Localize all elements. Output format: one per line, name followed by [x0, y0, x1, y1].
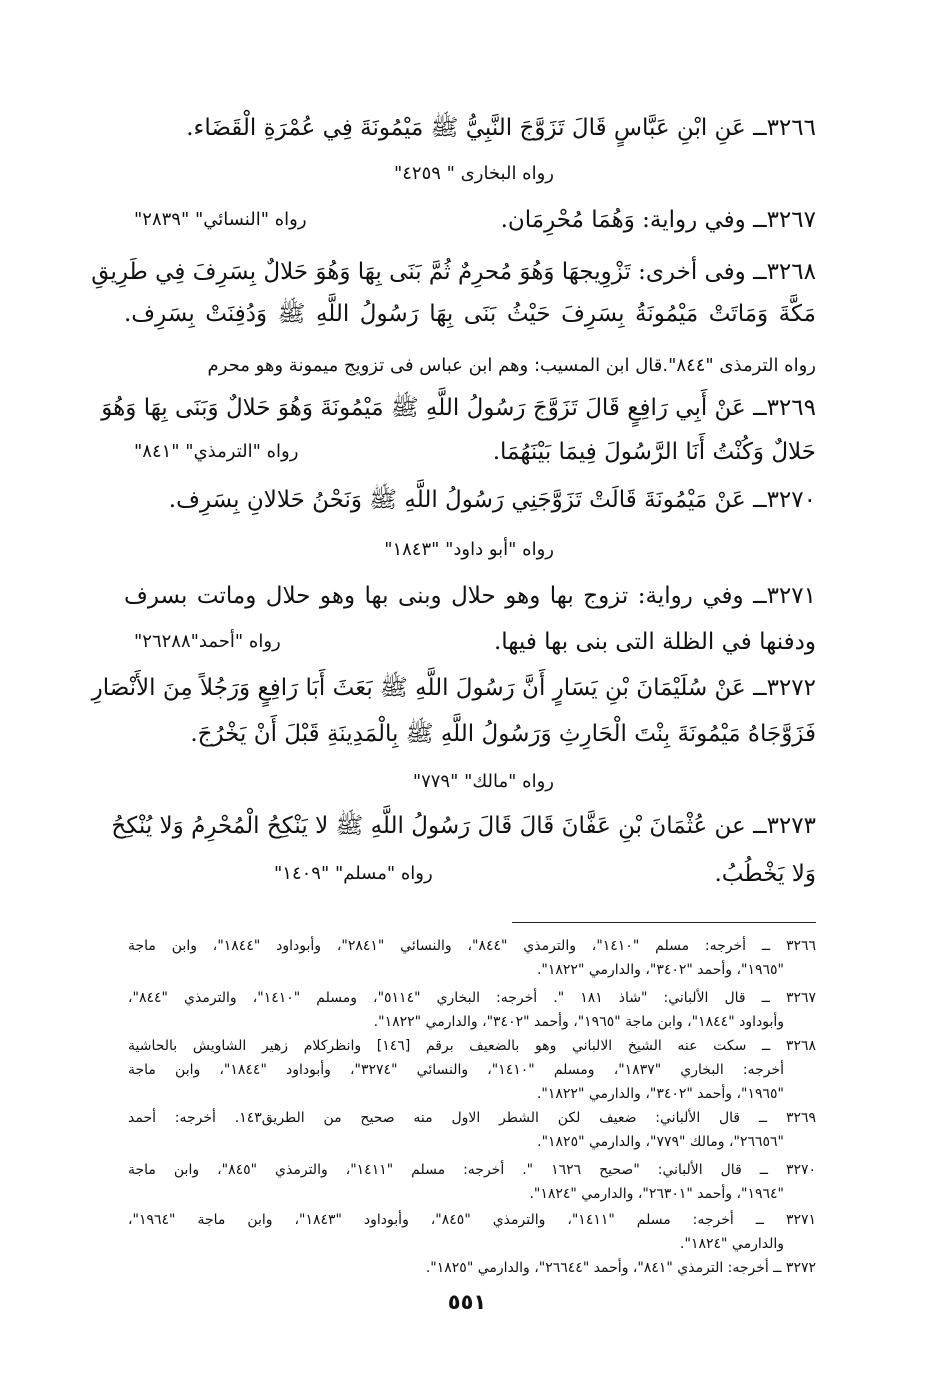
hadith-3267 — [124, 204, 816, 236]
hadith-3272-line2: فَزَوَّجَاهُ مَيْمُونَةَ بِنْتَ الْحَارِثِ وَرَسُولُ اللَّهِ ﷺ بِالْمَدِينَةِ قَبْلَ أَنْ يَخْرُجَ. — [190, 721, 816, 747]
footnote-3269-line1: ٣٢٦٩ ــ قال الألباني: ضعيف لكن الشطر الاول منه صحيح من الطريق١٤٣. أخرجه: أحمد — [128, 1110, 817, 1126]
footnote-3267-line1: ٣٢٦٧ ــ قال الألباني: "شاذ ١٨١ ". أخرجه: البخاري "٥١١٤"، ومسلم "١٤١٠"، والترمذي "٨٤٤"، — [128, 990, 817, 1006]
reference-3272: رواه "مالك" "٧٧٩" — [412, 771, 554, 792]
hadith-3270: ٣٢٧٠ــ عَنْ مَيْمُونَةَ قَالَتْ تَزَوَّجَنِي رَسُولُ اللَّهِ ﷺ وَنَحْنُ حَلالانِ بِسَرِف. — [168, 487, 816, 513]
reference-3268: رواه الترمذى "٨٤٤".قال ابن المسيب: وهم ابن عباس فى تزويج ميمونة وهو محرم — [207, 355, 816, 376]
hadith-3271-line2 — [124, 626, 816, 658]
reference-3270: رواه "أبو داود" "١٨٤٣" — [384, 539, 554, 560]
footnote-3270-line2: "١٩٦٤"، وأحمد "٢٦٣٠١"، والدارمي "١٨٢٤". — [529, 1186, 784, 1202]
hadith-3271-line1: ٣٢٧١ــ وفي رواية: تزوج بها وهو حلال وبنى بها وهو حلال وماتت بسرف — [124, 583, 816, 609]
hadith-3271-line2-text: ودفنها في الظلة التى بنى بها فيها. — [493, 629, 816, 655]
hadith-3266: ٣٢٦٦ــ عَنِ ابْنِ عَبَّاسٍ قَالَ تَزَوَّجَ النَّبِيُّ ﷺ مَيْمُونَةَ فِي عُمْرَةِ الْقَضَاء. — [186, 115, 816, 141]
reference-3273: رواه "مسلم" "١٤٠٩" — [274, 863, 433, 884]
hadith-3273-line1: ٣٢٧٣ــ عن عُثْمَانَ بْنِ عَفَّانَ قَالَ قَالَ رَسُولُ اللَّهِ ﷺ لا يَنْكِحُ الْمُحْرِمُ وَلا يُنْكِحُ — [111, 813, 816, 839]
hadith-3273-line2-text: وَلا يَخْطُبُ. — [714, 861, 816, 887]
footnote-divider — [512, 922, 816, 923]
hadith-3267-text: ٣٢٦٧ــ وفي رواية: وَهُمَا مُحْرِمَان. — [500, 207, 816, 233]
footnote-3266-line2: "١٩٦٥"، وأحمد "٣٤٠٢"، والدارمي "١٨٢٢". — [536, 962, 784, 978]
hadith-3273-line2 — [124, 858, 816, 890]
hadith-3268-line2: مَكَّةَ وَمَاتَتْ مَيْمُونَةُ بِسَرِفَ حَيْثُ بَنَى بِهَا رَسُولُ اللَّهِ ﷺ وَدُفِنَتْ بِسَرِف. — [124, 301, 816, 327]
reference-3271: رواه "أحمد"٢٦٢٨٨" — [134, 631, 281, 652]
footnote-3270-line1: ٣٢٧٠ ــ قال الألباني: "صحيح ١٦٢٦ ". أخرجه: مسلم "١٤١١"، والترمذي "٨٤٥"، وابن ماجة — [128, 1162, 817, 1178]
hadith-3269-line1: ٣٢٦٩ــ عَنْ أَبِي رَافِعٍ قَالَ تَزَوَّجَ رَسُولُ اللَّهِ ﷺ مَيْمُونَةَ وَهُوَ حَلالٌ وَبَنَى بِهَا وَهُوَ — [101, 395, 816, 421]
footnote-3268-line1: ٣٢٦٨ ــ سكت عنه الشيخ الالباني وهو بالضعيف برقم [١٤٦] وانظركلام زهير الشاويش بالحاشية — [128, 1038, 816, 1054]
reference-3267: رواه "النسائي" "٢٨٣٩" — [134, 209, 307, 230]
hadith-3268-line1: ٣٢٦٨ــ وفى أخرى: تَزْوِيجهَا وَهُوَ مُحرِمٌ ثُمَّ بَنَى بِهَا وَهُوَ حَلالٌ بِسَرِفَ فِي طَرِيقِ — [91, 259, 816, 285]
footnote-3268-line2: أخرجه: البخاري "١٨٣٧"، ومسلم "١٤١٠"، والنسائي "٣٢٧٤"، وأبوداود "١٨٤٤"، وابن ماجة — [128, 1062, 784, 1078]
footnote-3268-line3: "١٩٦٥"، وأحمد "٣٤٠٢"، والدارمي "١٨٢٢". — [536, 1086, 784, 1102]
hadith-3269-line2 — [124, 436, 816, 468]
footnote-3267-line2: وأبوداود "١٨٤٤"، وابن ماجة "١٩٦٥"، وأحمد "٣٤٠٢"، والدارمي "١٨٢٢". — [373, 1014, 784, 1030]
hadith-3272-line1: ٣٢٧٢ــ عَنْ سُلَيْمَانَ بْنِ يَسَارٍ أَنَّ رَسُولَ اللَّهِ ﷺ بَعَثَ أَبَا رَافِعٍ وَرَجُلاً مِنَ الأَنْصَارِ — [91, 675, 816, 701]
reference-3266: رواه البخارى " ٤٢٥٩" — [393, 163, 554, 184]
hadith-3269-line2-text: حَلالٌ وَكُنْتُ أَنَا الرَّسُولَ فِيمَا بَيْنَهُمَا. — [492, 439, 816, 465]
footnote-3271-line1: ٣٢٧١ ــ أخرجه: مسلم "١٤١١"، والترمذي "٨٤٥"، وأبوداود "١٨٤٣"، وابن ماجة "١٩٦٤"، — [128, 1212, 817, 1228]
footnote-3269-line2: "٢٦٦٥٦"، ومالك "٧٧٩"، والدارمي "١٨٢٥". — [537, 1134, 784, 1150]
reference-3269: رواه "الترمذي" "٨٤١" — [134, 441, 299, 462]
footnote-3266-line1: ٣٢٦٦ ــ أخرجه: مسلم "١٤١٠"، والترمذي "٨٤٤"، والنسائي "٢٨٤١"، وأبوداود "١٨٤٤"، وابن ماجة — [128, 938, 817, 954]
footnote-3272-line1: ٣٢٧٢ ــ أخرجه: الترمذي "٨٤١"، وأحمد "٢٦٦٤٤"، والدارمي "١٨٢٥". — [425, 1260, 816, 1276]
footnote-3271-line2: والدارمي "١٨٢٤". — [680, 1236, 784, 1252]
page-number: ٥٥١ — [447, 1290, 487, 1314]
